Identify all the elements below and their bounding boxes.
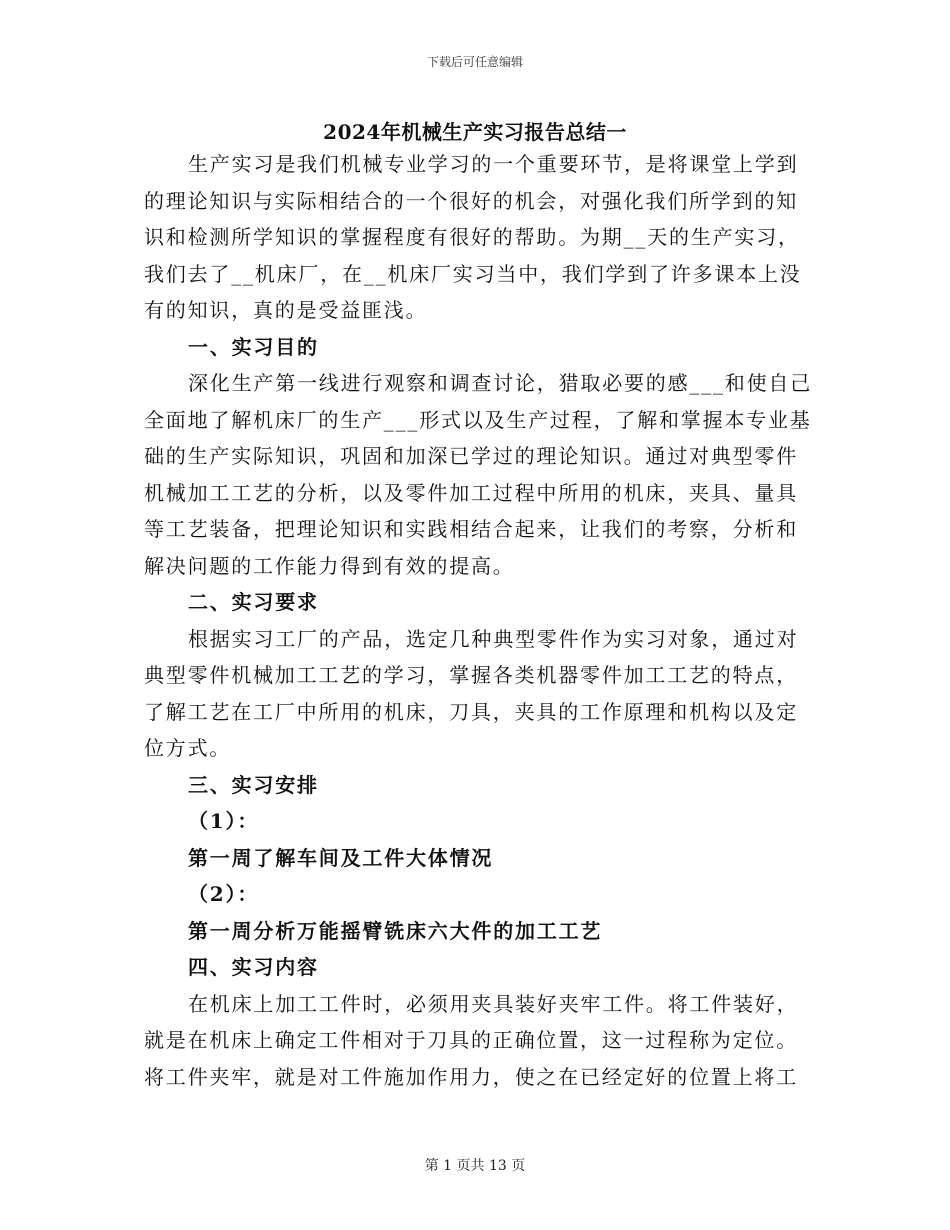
schedule-item-label: （1）： xyxy=(188,809,260,833)
section-heading-content: 四、实习内容 xyxy=(188,955,319,979)
schedule-item-text: 第一周了解车间及工件大体情况 xyxy=(188,845,494,870)
paragraph-line: 就是在机床上确定工件相对于刀具的正确位置，这一过程称为定位。 xyxy=(144,1028,798,1052)
section-heading-requirements: 二、实习要求 xyxy=(188,590,319,614)
paragraph-line: 根据实习工厂的产品，选定几种典型零件作为实习对象，通过对 xyxy=(188,626,799,651)
section-heading-purpose: 一、实习目的 xyxy=(188,334,319,359)
paragraph-line: 识和检测所学知识的掌握程度有很好的帮助。为期__天的生产实习， xyxy=(144,225,800,249)
paragraph-line: 位方式。 xyxy=(144,736,232,760)
schedule-item-text: 第一周分析万能摇臂铣床六大件的加工工艺 xyxy=(188,918,603,943)
paragraph-line: 在机床上加工工件时，必须用夹具装好夹牢工件。将工件装好， xyxy=(188,991,799,1016)
section-heading-schedule: 三、实习安排 xyxy=(188,772,319,797)
paragraph-line: 解决问题的工作能力得到有效的提高。 xyxy=(144,553,515,578)
paragraph-line: 有的知识，真的是受益匪浅。 xyxy=(144,298,428,322)
paragraph-line: 典型零件机械加工工艺的学习，掌握各类机器零件加工工艺的特点， xyxy=(144,663,798,687)
paragraph-line: 机械加工工艺的分析，以及零件加工过程中所用的机床，夹具、量具 xyxy=(144,480,798,505)
document-body xyxy=(144,146,812,1095)
paragraph-line: 将工件夹牢，就是对工件施加作用力，使之在已经定好的位置上将工 xyxy=(144,1064,798,1089)
schedule-item-label: （2）： xyxy=(188,882,260,906)
paragraph-line: 了解工艺在工厂中所用的机床，刀具，夹具的工作原理和机构以及定 xyxy=(144,699,798,724)
paragraph-line: 等工艺装备，把理论知识和实践相结合起来，让我们的考察，分析和 xyxy=(144,517,798,541)
document-title: 2024年机械生产实习报告总结一 xyxy=(323,120,627,144)
paragraph-line: 的理论知识与实际相结合的一个很好的机会，对强化我们所学到的知 xyxy=(144,188,798,213)
page-footer: 第 1 页共 13 页 xyxy=(424,1158,526,1174)
paragraph-line: 深化生产第一线进行观察和调查讨论，猎取必要的感___和使自己 xyxy=(188,371,812,395)
paragraph-line: 我们去了__机床厂，在__机床厂实习当中，我们学到了许多课本上没 xyxy=(144,261,802,286)
header-note: 下载后可任意编辑 xyxy=(426,55,523,69)
paragraph-line: 础的生产实际知识，巩固和加深已学过的理论知识。通过对典型零件 xyxy=(144,444,798,468)
paragraph-line: 生产实习是我们机械专业学习的一个重要环节，是将课堂上学到 xyxy=(188,152,799,176)
paragraph-line: 全面地了解机床厂的生产___形式以及生产过程，了解和掌握本专业基 xyxy=(144,407,812,432)
